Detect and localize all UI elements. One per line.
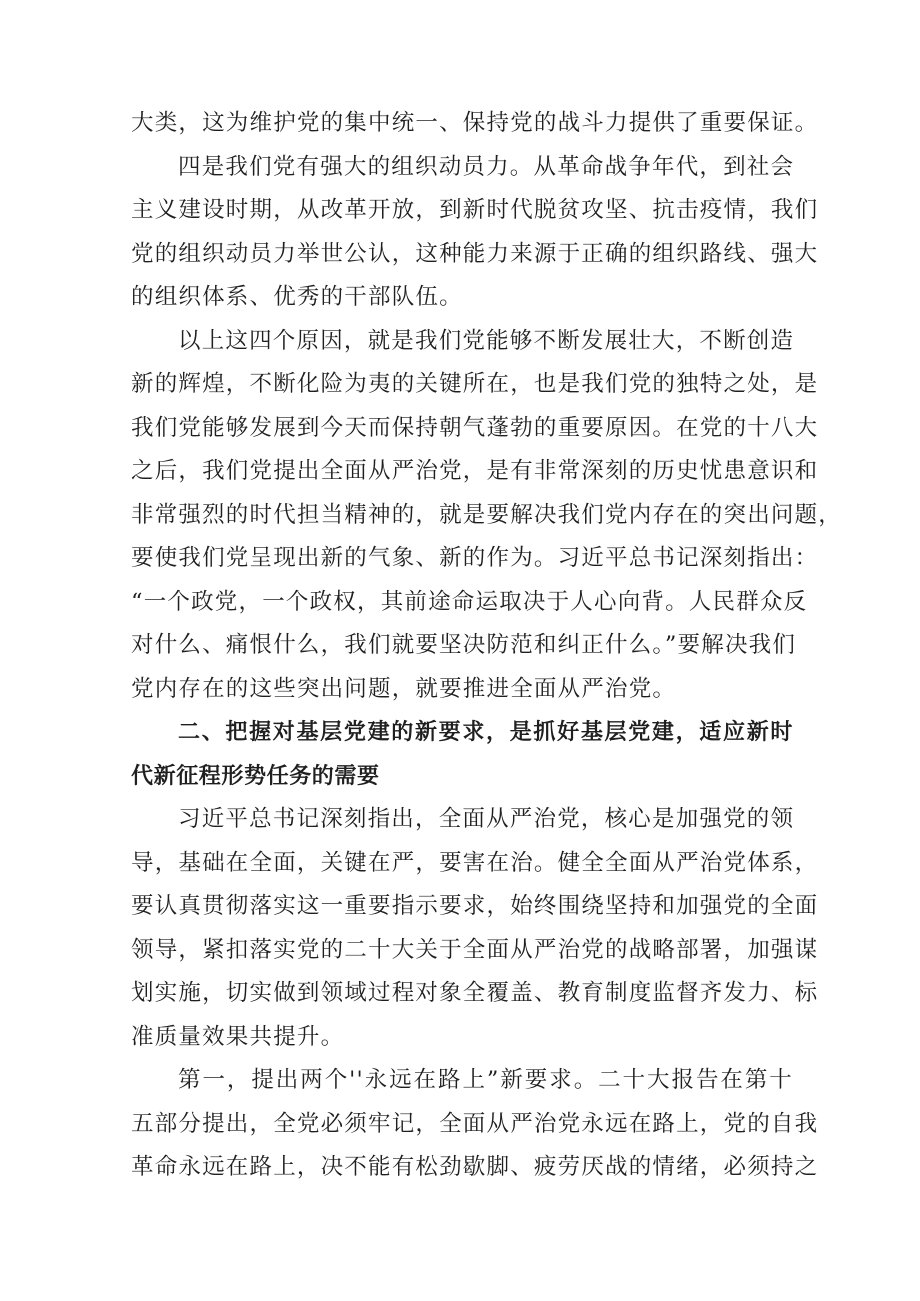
text-line: 大类，这为维护党的集中统一、保持党的战斗力提供了重要保证。	[131, 110, 819, 136]
text-line: 革命永远在路上，决不能有松劲歇脚、疲劳厌战的情绪，必须持之	[131, 1154, 819, 1180]
text-line: 导，基础在全面，关键在严，要害在治。健全全面从严治党体系，	[131, 849, 819, 876]
section-heading: 二、把握对基层党建的新要求，是抓好基层党建，适应新时	[178, 720, 793, 745]
text-line: 准质量效果共提升。	[131, 1023, 345, 1050]
paragraph-start-line: 习近平总书记深刻指出，全面从严治党，核心是加强党的领	[178, 806, 795, 832]
paragraph-start-line: 四是我们党有强大的组织动员力。从革命战争年代，到社会	[178, 153, 795, 180]
text-line: 五部分提出，全党必须牢记，全面从严治党永远在路上，党的自我	[131, 1110, 819, 1137]
section-heading-continued: 代新征程形势任务的需要	[131, 763, 380, 789]
text-line: 要认真贯彻落实这一重要指示要求，始终围绕坚持和加强党的全面	[131, 893, 819, 919]
text-line: “一个政党，一个政权，其前途命运取决于人心向背。人民群众反	[131, 588, 808, 615]
text-line: 党内存在的这些突出问题，就要推进全面从严治党。	[131, 675, 677, 702]
text-line: 之后，我们党提出全面从严治党，是有非常深刻的历史忧患意识和	[131, 458, 819, 484]
paragraph-start-line: 以上这四个原因，就是我们党能够不断发展壮大，不断创造	[178, 327, 795, 354]
text-line: 要使我们党呈现出新的气象、新的作为。习近平总书记深刻指出：	[131, 545, 819, 571]
text-line: 领导，紧扣落实党的二十大关于全面从严治党的战略部署，加强谋	[131, 936, 819, 963]
text-line: 对什么、痛恨什么，我们就要坚决防范和纠正什么。”要解决我们	[131, 632, 797, 658]
text-line: 党的组织动员力举世公认，这种能力来源于正确的组织路线、强大	[131, 240, 819, 267]
text-line: 我们党能够发展到今天而保持朝气蓬勃的重要原因。在党的十八大	[131, 414, 819, 441]
paragraph-start-line: 第一，提出两个''永远在路上”新要求。二十大报告在第十	[178, 1067, 793, 1093]
text-line: 划实施，切实做到领域过程对象全覆盖、教育制度监督齐发力、标	[131, 980, 819, 1006]
text-line: 新的辉煌，不断化险为夷的关键所在，也是我们党的独特之处，是	[131, 371, 819, 397]
text-line: 的组织体系、优秀的干部队伍。	[131, 284, 463, 310]
text-line: 非常强烈的时代担当精神的，就是要解决我们党内存在的突出问题，	[131, 501, 843, 528]
document-body	[131, 102, 843, 1190]
text-line: 主义建设时期，从改革开放，到新时代脱贫攻坚、抗击疫情，我们	[131, 197, 819, 223]
